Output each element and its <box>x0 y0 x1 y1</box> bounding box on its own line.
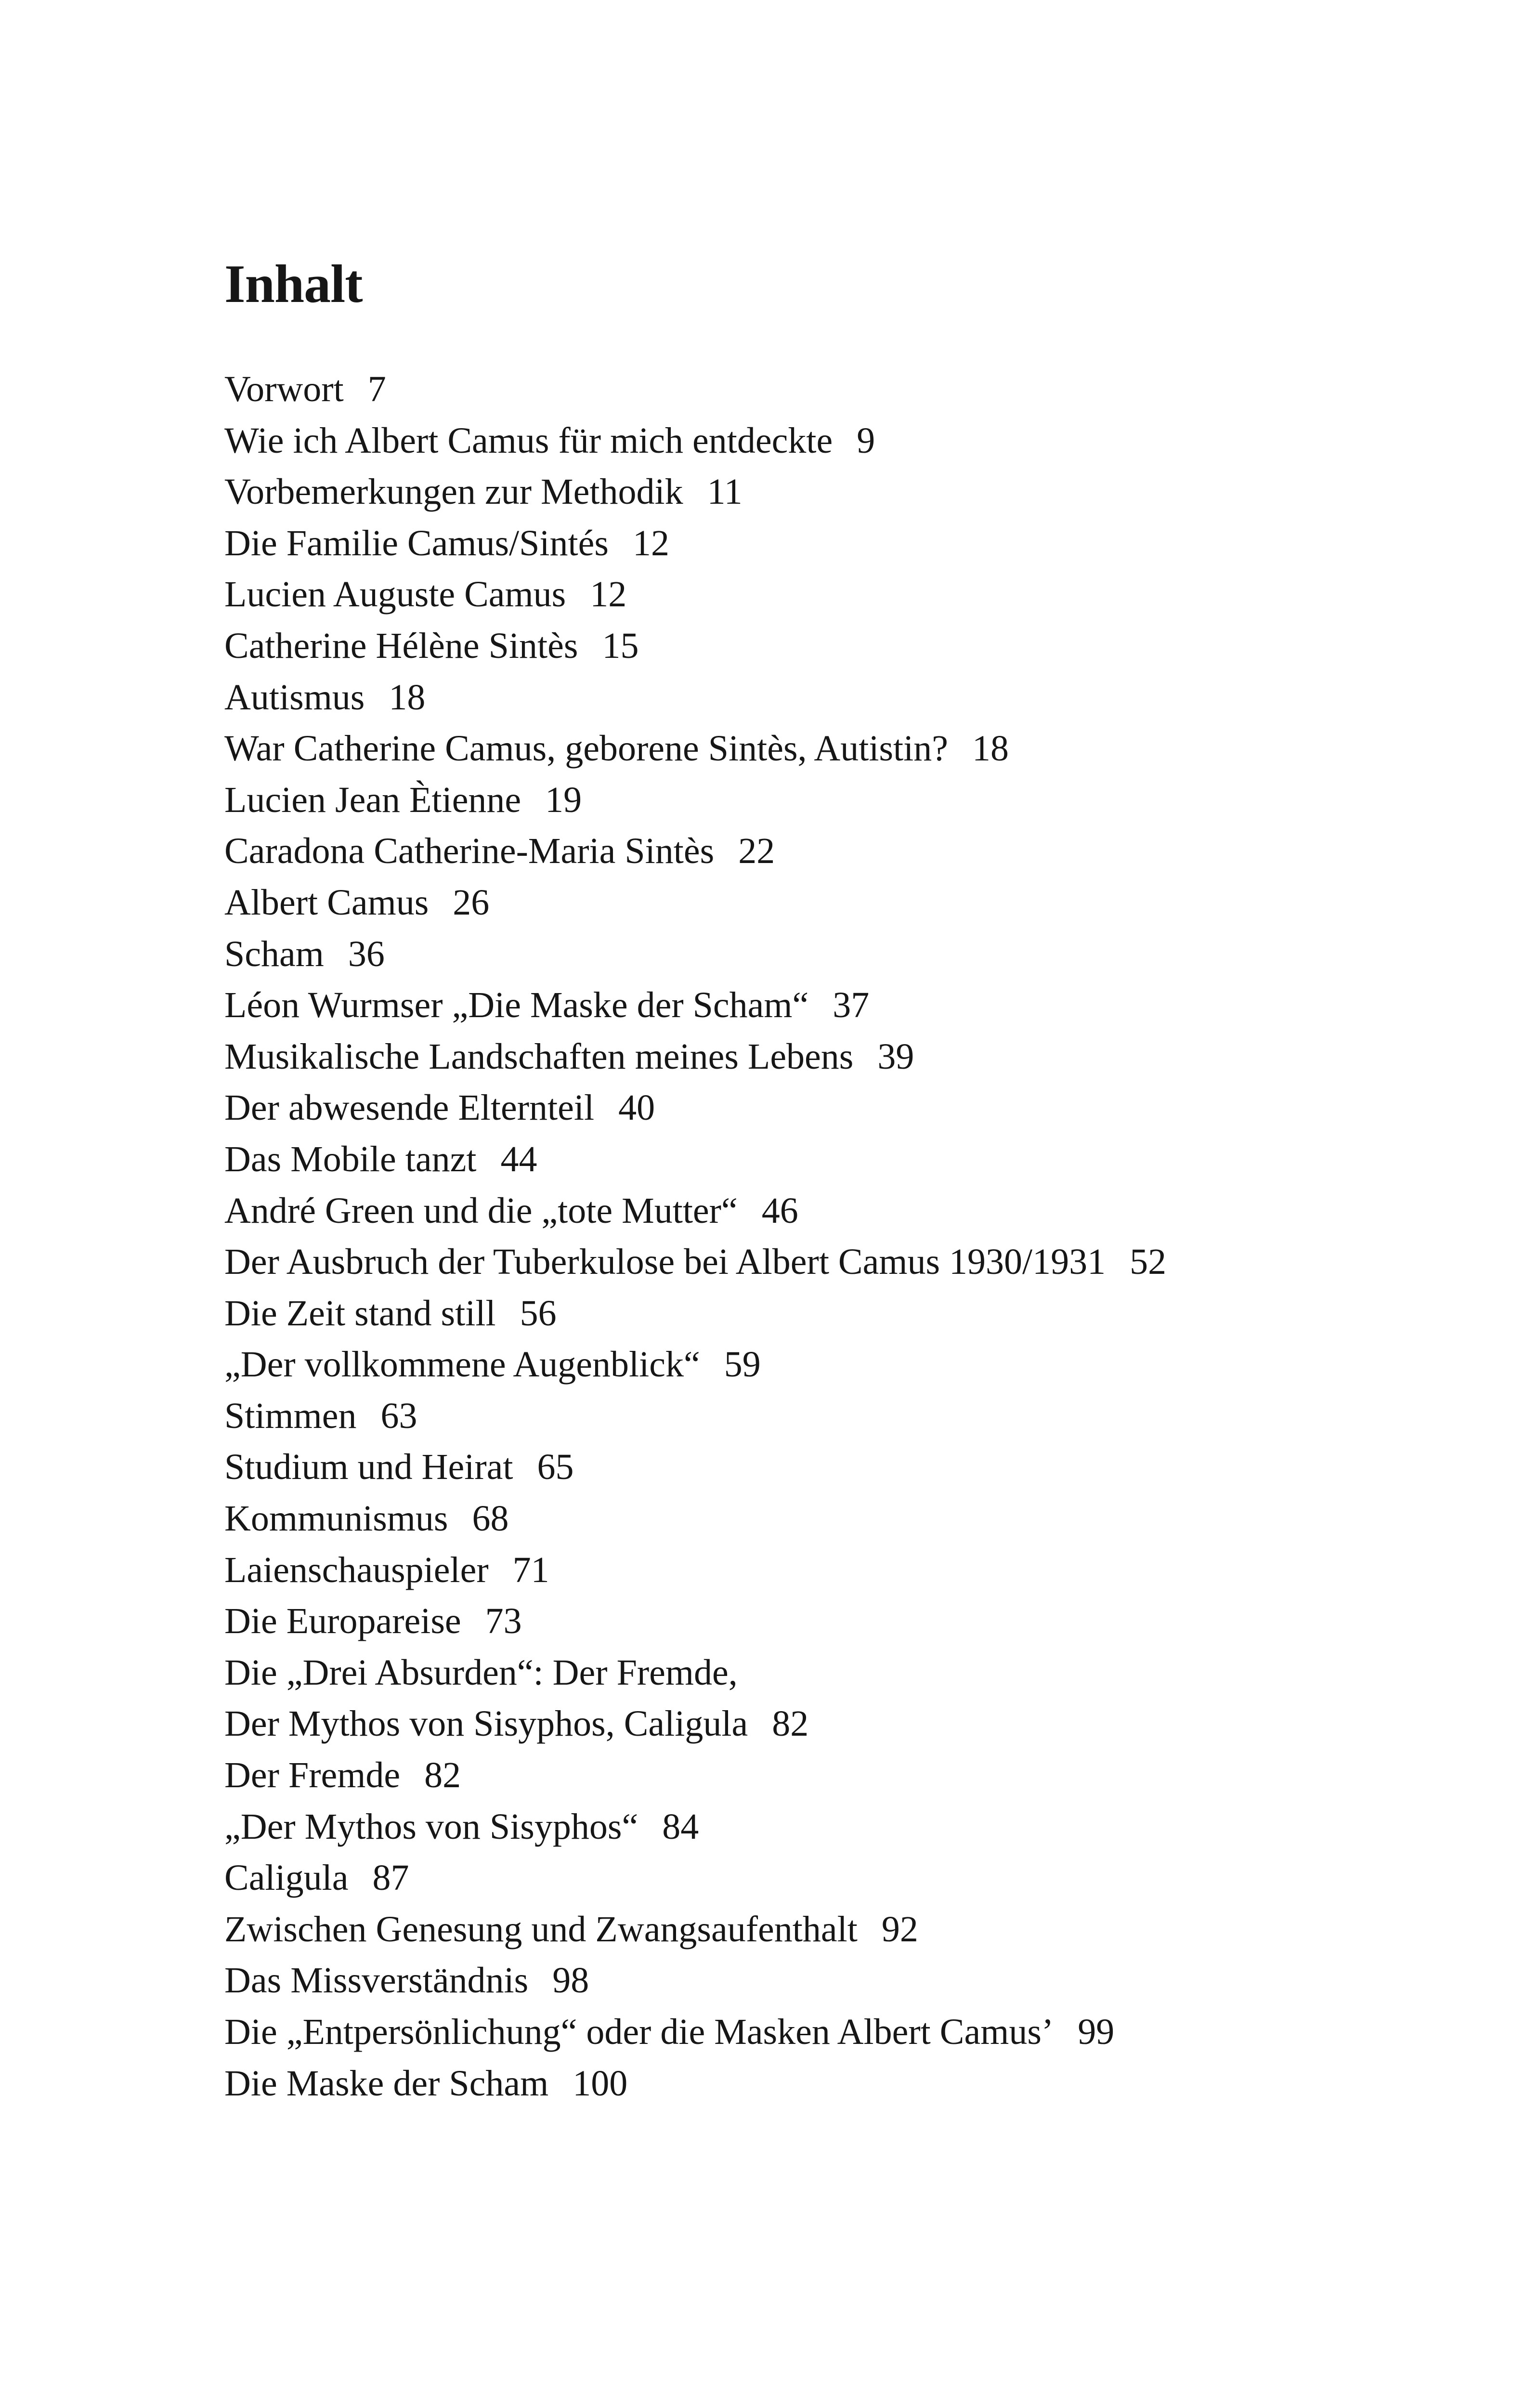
toc-entry <box>224 1288 1166 1339</box>
toc-entry <box>224 518 1166 569</box>
toc-entry-title: Der abwesende Elternteil <box>224 1087 595 1128</box>
toc-entry-page-number: 36 <box>348 933 385 974</box>
toc-entry-page-number: 87 <box>372 1858 409 1898</box>
toc-entry <box>224 569 1166 620</box>
toc-entry <box>224 1544 1166 1596</box>
toc-entry-title: Das Mobile tanzt <box>224 1139 477 1179</box>
toc-entry <box>224 364 1166 415</box>
toc-entry-page-number: 59 <box>724 1344 761 1385</box>
toc-entry <box>224 1134 1166 1185</box>
toc-entry-page-number: 63 <box>380 1395 417 1436</box>
toc-entry-title: Der Mythos von Sisyphos, Caligula <box>224 1703 748 1744</box>
toc-entry-page-number: 44 <box>500 1139 537 1179</box>
toc-entry-page-number: 98 <box>552 1960 589 2001</box>
toc-entry-title: Die Zeit stand still <box>224 1293 496 1334</box>
toc-entry-page-number: 99 <box>1078 2012 1115 2052</box>
toc-entry-title: „Der vollkommene Augenblick“ <box>224 1344 700 1385</box>
toc-entry <box>224 2058 1166 2109</box>
table-of-contents <box>224 364 1166 2109</box>
toc-entry-page-number: 26 <box>453 882 490 923</box>
toc-entry-title: Stimmen <box>224 1395 357 1436</box>
toc-entry-title: Kommunismus <box>224 1498 448 1539</box>
toc-entry-title: Die „Drei Absurden“: Der Fremde, <box>224 1652 738 1693</box>
toc-entry <box>224 1339 1166 1390</box>
toc-entry-title: Studium und Heirat <box>224 1447 513 1488</box>
toc-entry-title: Musikalische Landschaften meines Lebens <box>224 1036 854 1077</box>
toc-entry <box>224 1493 1166 1544</box>
toc-entry-page-number: 71 <box>512 1549 549 1590</box>
toc-entry <box>224 877 1166 929</box>
toc-entry-title: Vorbemerkungen zur Methodik <box>224 471 683 512</box>
toc-entry-title: Laienschauspieler <box>224 1549 489 1590</box>
toc-entry <box>224 1236 1166 1288</box>
toc-entry-title: Scham <box>224 933 324 974</box>
toc-entry-page-number: 56 <box>520 1293 557 1334</box>
toc-entry <box>224 929 1166 980</box>
toc-entry-title: Catherine Hélène Sintès <box>224 625 578 666</box>
toc-entry <box>224 1031 1166 1083</box>
toc-entry <box>224 1647 1166 1699</box>
toc-entry-title: Die „Entpersönlichung“ oder die Masken Albert Camus’ <box>224 2012 1054 2052</box>
toc-entry-page-number: 7 <box>367 369 386 409</box>
toc-entry <box>224 1596 1166 1647</box>
toc-entry <box>224 825 1166 877</box>
toc-entry <box>224 1904 1166 1955</box>
toc-entry-title: „Der Mythos von Sisyphos“ <box>224 1806 638 1847</box>
toc-entry <box>224 723 1166 774</box>
toc-entry-title: André Green und die „tote Mutter“ <box>224 1190 738 1231</box>
toc-entry <box>224 1852 1166 1904</box>
toc-entry <box>224 980 1166 1031</box>
toc-entry-title: Zwischen Genesung und Zwangsaufenthalt <box>224 1909 858 1950</box>
toc-entry-title: Das Missverständnis <box>224 1960 529 2001</box>
toc-entry-page-number: 12 <box>590 574 627 615</box>
toc-entry-page-number: 37 <box>833 985 870 1026</box>
toc-entry-page-number: 73 <box>485 1601 522 1642</box>
toc-entry-page-number: 18 <box>389 677 426 718</box>
toc-entry <box>224 2006 1166 2058</box>
toc-entry-title: Lucien Jean Ètienne <box>224 779 521 820</box>
toc-entry-page-number: 22 <box>738 831 775 872</box>
toc-entry <box>224 1082 1166 1134</box>
toc-entry-page-number: 40 <box>618 1087 655 1128</box>
toc-entry-page-number: 52 <box>1130 1242 1167 1283</box>
toc-entry-title: Die Familie Camus/Sintés <box>224 523 609 563</box>
toc-entry-page-number: 18 <box>972 728 1009 769</box>
toc-entry-title: Caligula <box>224 1858 349 1898</box>
toc-entry <box>224 1955 1166 2006</box>
toc-entry <box>224 1750 1166 1801</box>
toc-entry-page-number: 15 <box>602 625 639 666</box>
toc-entry-page-number: 39 <box>877 1036 914 1077</box>
toc-entry-title: Wie ich Albert Camus für mich entdeckte <box>224 420 833 461</box>
toc-entry <box>224 1698 1166 1750</box>
toc-entry <box>224 1441 1166 1493</box>
toc-entry <box>224 1185 1166 1237</box>
toc-entry-title: Die Europareise <box>224 1601 461 1642</box>
toc-entry-page-number: 82 <box>424 1755 461 1796</box>
toc-entry-page-number: 82 <box>772 1703 809 1744</box>
toc-entry-title: Vorwort <box>224 369 344 409</box>
toc-entry-page-number: 65 <box>537 1447 574 1488</box>
toc-entry-page-number: 92 <box>881 1909 918 1950</box>
page-title: Inhalt <box>224 254 363 314</box>
toc-entry-page-number: 68 <box>472 1498 509 1539</box>
toc-entry-page-number: 11 <box>707 471 742 512</box>
toc-entry-title: War Catherine Camus, geborene Sintès, Autistin? <box>224 728 949 769</box>
toc-entry-title: Die Maske der Scham <box>224 2063 549 2104</box>
toc-entry-title: Caradona Catherine-Maria Sintès <box>224 831 715 872</box>
toc-entry <box>224 415 1166 467</box>
toc-entry-title: Léon Wurmser „Die Maske der Scham“ <box>224 985 809 1026</box>
toc-entry-page-number: 84 <box>662 1806 699 1847</box>
toc-entry <box>224 620 1166 672</box>
toc-entry-page-number: 100 <box>573 2063 628 2104</box>
toc-entry-title: Der Ausbruch der Tuberkulose bei Albert Camus 1930/1931 <box>224 1242 1106 1283</box>
toc-entry-page-number: 12 <box>632 523 669 563</box>
toc-entry-title: Albert Camus <box>224 882 429 923</box>
toc-entry <box>224 466 1166 518</box>
toc-entry <box>224 774 1166 826</box>
toc-entry-title: Lucien Auguste Camus <box>224 574 566 615</box>
toc-entry <box>224 672 1166 723</box>
toc-entry-title: Autismus <box>224 677 365 718</box>
toc-entry <box>224 1801 1166 1853</box>
toc-entry-page-number: 9 <box>857 420 875 461</box>
toc-entry-title: Der Fremde <box>224 1755 401 1796</box>
toc-entry <box>224 1390 1166 1442</box>
toc-entry-page-number: 19 <box>545 779 582 820</box>
toc-entry-page-number: 46 <box>761 1190 798 1231</box>
